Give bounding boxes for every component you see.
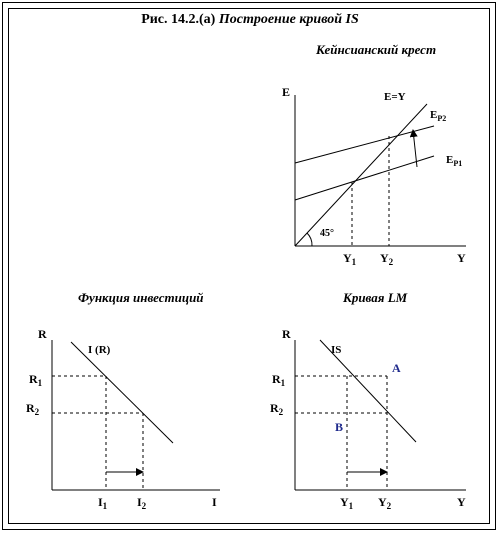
- investment-panel: [26, 327, 220, 511]
- kc-angle-arc: [307, 233, 312, 246]
- inv-r1-sub: 1: [37, 378, 43, 388]
- kc-y2-main: Y: [380, 251, 389, 265]
- is-point-b-label: B: [335, 420, 344, 434]
- is-y2-label: [378, 495, 392, 511]
- kc-y2-label: [380, 251, 394, 267]
- inv-r1-label: [29, 372, 43, 388]
- inv-curve-label: I (R): [88, 344, 111, 356]
- is-r1-main: R: [272, 372, 281, 386]
- kc-ep2-main: E: [430, 109, 438, 121]
- kc-y1-main: Y: [343, 251, 352, 265]
- is-r2-main: R: [270, 401, 279, 415]
- kc-angle-label: 45°: [320, 228, 334, 239]
- is-curve-panel: [270, 327, 466, 511]
- is-y2-sub: 2: [386, 501, 392, 511]
- inv-r2-main: R: [26, 401, 35, 415]
- inv-i1-label: [98, 495, 108, 511]
- caption-is-curve-panel: Кривая LM: [343, 290, 408, 305]
- inv-r2-sub: 2: [34, 407, 40, 417]
- is-y2-main: Y: [378, 495, 387, 509]
- is-r2-sub: 2: [278, 407, 284, 417]
- inv-x-axis-label: I: [212, 495, 217, 509]
- is-point-a-label: A: [392, 361, 401, 375]
- kc-ep1-main: E: [446, 154, 454, 166]
- inv-i2-label: [137, 495, 147, 511]
- kc-ep1-line: [295, 156, 434, 200]
- is-y-axis-label: R: [282, 327, 291, 341]
- keynesian-cross-panel: [282, 85, 466, 267]
- kc-45-line-label: E=Y: [384, 91, 406, 103]
- kc-ep1-sub: P1: [453, 159, 463, 168]
- kc-ep1-label: [446, 154, 462, 168]
- kc-x-axis-label: Y: [457, 251, 466, 265]
- is-y1-sub: 1: [348, 501, 354, 511]
- kc-shift-arrow: [413, 130, 417, 167]
- caption-keynesian-cross: Кейнсианский крест: [316, 42, 437, 57]
- kc-ep2-label: [430, 109, 446, 123]
- inv-y-axis-label: R: [38, 327, 47, 341]
- is-x-axis-label: Y: [457, 495, 466, 509]
- is-r1-label: [272, 372, 286, 388]
- kc-45-line: [295, 104, 427, 246]
- inv-i2-main: I: [137, 495, 142, 509]
- inv-i2-sub: 2: [141, 501, 147, 511]
- is-r1-sub: 1: [280, 378, 286, 388]
- kc-y1-sub: 1: [351, 257, 357, 267]
- caption-investment-function: Функция инвестиций: [78, 290, 204, 305]
- title-italic: Построение кривой IS: [218, 12, 359, 27]
- kc-y1-label: [343, 251, 357, 267]
- kc-y2-sub: 2: [388, 257, 394, 267]
- inv-curve: [71, 342, 173, 443]
- title-prefix: Рис. 14.2.(a): [141, 12, 219, 27]
- inv-r2-label: [26, 401, 40, 417]
- inv-i1-main: I: [98, 495, 103, 509]
- is-r2-label: [270, 401, 284, 417]
- kc-y-axis-label: E: [282, 85, 291, 99]
- inv-i1-sub: 1: [102, 501, 108, 511]
- is-curve-label: IS: [331, 344, 342, 356]
- kc-ep2-sub: P2: [437, 114, 447, 123]
- is-y1-label: [340, 495, 354, 511]
- inv-r1-main: R: [29, 372, 38, 386]
- is-y1-main: Y: [340, 495, 349, 509]
